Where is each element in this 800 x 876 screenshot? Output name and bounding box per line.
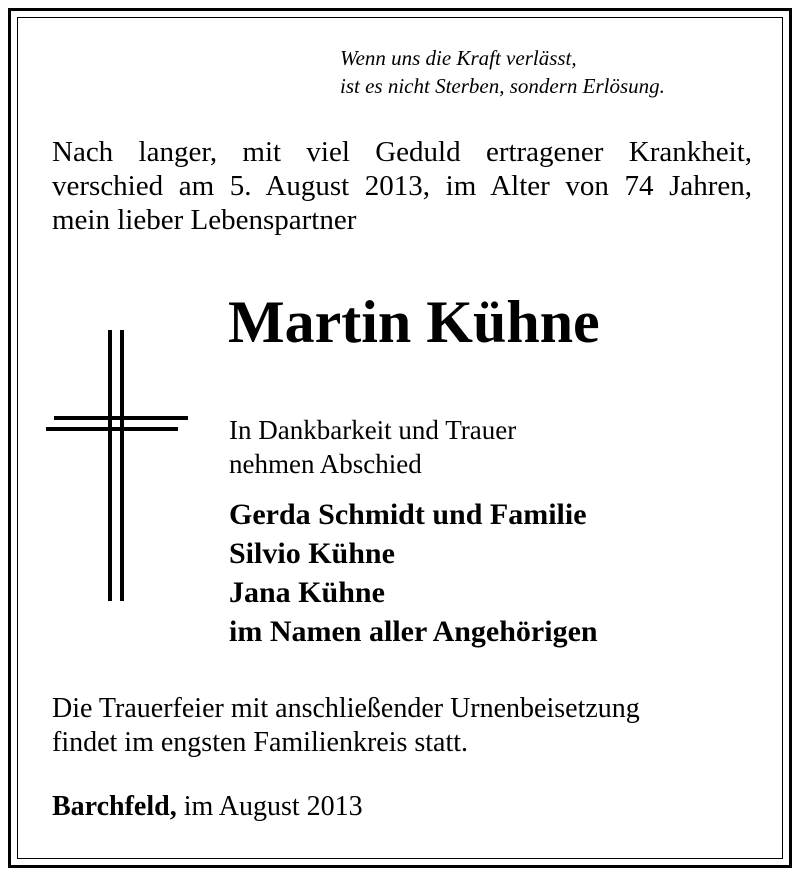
- mourners-intro: [229, 413, 516, 481]
- announcement-line: mein lieber Lebenspartner: [52, 204, 357, 236]
- mourner-name: Jana Kühne: [229, 576, 385, 609]
- funeral-notice-line: findet im engsten Familienkreis statt.: [52, 727, 469, 758]
- motto-line: Wenn uns die Kraft verlässt,: [340, 46, 577, 70]
- announcement-line: Nach langer, mit viel Geduld ertragener Krankheit,: [52, 136, 752, 168]
- mourner-name: Gerda Schmidt und Familie: [229, 498, 587, 531]
- mourners-intro-line: In Dankbarkeit und Trauer: [229, 415, 517, 445]
- motto-line: ist es nicht Sterben, sondern Erlösung.: [340, 74, 665, 98]
- latin-cross-icon: [44, 330, 192, 606]
- place-name: Barchfeld,: [52, 791, 177, 822]
- mourner-list: [229, 495, 598, 651]
- announcement-line: verschied am 5. August 2013, im Alter von 74 Jahren,: [52, 170, 752, 202]
- funeral-notice-line: Die Trauerfeier mit anschließender Urnenbeisetzung: [52, 693, 640, 724]
- motto-quote: [340, 44, 760, 100]
- deceased-name: Martin Kühne: [228, 289, 600, 355]
- announcement-text: [52, 135, 752, 237]
- mourner-name: Silvio Kühne: [229, 537, 395, 570]
- mourner-name: im Namen aller Angehörigen: [229, 615, 598, 648]
- place-and-date: [52, 790, 363, 824]
- date-text: im August 2013: [183, 791, 363, 822]
- funeral-notice: [52, 692, 752, 760]
- mourners-intro-line: nehmen Abschied: [229, 449, 422, 479]
